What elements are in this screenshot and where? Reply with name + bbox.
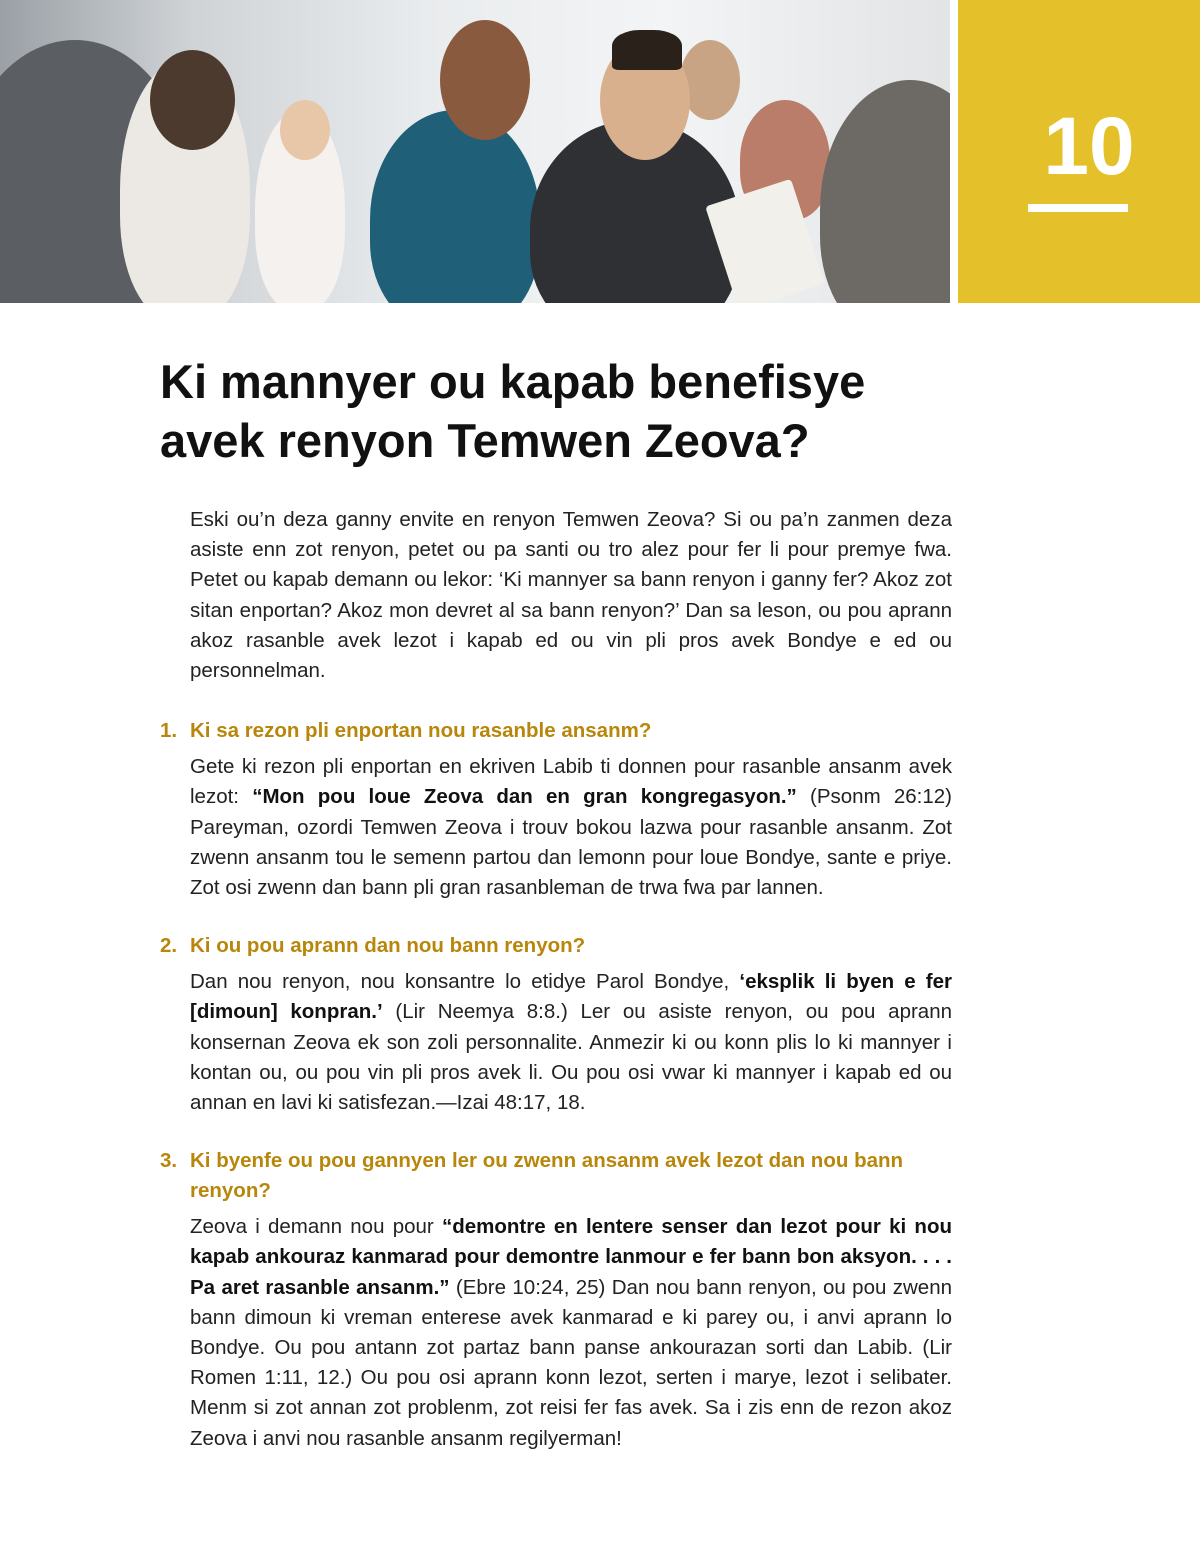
photo-figure — [370, 110, 540, 303]
question-number: 3. — [160, 1149, 178, 1173]
photo-figure — [820, 80, 950, 303]
question-number: 1. — [160, 719, 178, 743]
answer-2 — [190, 967, 952, 1118]
answer-text: Dan nou renyon, nou konsantre lo etidye Parol Bondye, — [190, 970, 740, 994]
chapter-number: 10 — [1043, 101, 1135, 192]
question-text: Ki sa rezon pli enportan nou rasanble ansanm? — [190, 719, 652, 743]
question-text: Ki ou pou aprann dan nou bann renyon? — [190, 934, 586, 958]
photo-figure — [612, 30, 682, 70]
photo-figure — [440, 20, 530, 140]
answer-text: Gete ki rezon pli enportan en ekriven Labib ti donnen pour rasanble ansanm avek lezot: — [190, 755, 952, 809]
question-2 — [160, 931, 952, 961]
scripture-quote: “Mon pou loue Zeova dan en gran kongregasyon.” — [252, 785, 797, 809]
scripture-quote: ‘eksplik li byen e fer [dimoun] konpran.’ — [190, 970, 952, 1024]
chapter-underline — [1028, 204, 1128, 212]
chapter-badge — [958, 0, 1200, 303]
intro-paragraph: Eski ou’n deza ganny envite en renyon Temwen Zeova? Si ou pa’n zanmen deza asiste enn zot renyon, petet ou pa santi ou tro alez pour fer li pour premye fwa. Petet ou kapab demann ou lekor: ‘Ki mannyer sa bann renyon i ganny fer? Akoz zot sitan enportan? Akoz mon devret al sa bann renyon?’ Dan sa leson, ou pou aprann akoz rasanble avek lezot i kapab ed ou vin pli pros avek Bondye e ed ou personnelman. — [190, 508, 952, 683]
answer-text: (Ebre 10:24, 25) Dan nou bann renyon, ou pou zwenn bann dimoun ki vreman enterese avek kanmarad e ki parey ou, i anvi aprann lo Bondye. Ou pou antann zot partaz bann panse ankourazan sorti dan Labib. (Lir Romen 1:11, 12.) Ou pou osi aprann konn lezot, serten i marye, lezot i selibater. Menm si zot annan zot problenm, zot reisi fer fas avek. Sa i zis enn de rezon akoz Zeova i anvi nou rasanble ansanm regilyerman! — [190, 1275, 953, 1450]
answer-text: (Lir Neemya 8:8.) Ler ou asiste renyon, ou pou aprann konsernan Zeova ek son zoli personnalite. Anmezir ki ou konn plis lo ki mannyer i kontan ou, ou pou vin pli pros avek li. Ou pou osi vwar ki mannyer i kapab ed ou annan en lavi ki satisfezan.—Izai 48:17, 18. — [190, 1000, 953, 1115]
scripture-quote: “demontre en lentere senser dan lezot pour ki nou kapab ankouraz kanmarad pour demontre lanmour e fer bann bon aksyon. . . . Pa aret rasanble ansanm.” — [190, 1215, 952, 1299]
question-number: 2. — [160, 934, 178, 958]
question-text: Ki byenfe ou pou gannyen ler ou zwenn ansanm avek lezot dan nou bann renyon? — [190, 1149, 904, 1203]
lesson-title: Ki mannyer ou kapab benefisye avek renyon Temwen Zeova? — [160, 355, 866, 467]
answer-3 — [190, 1212, 952, 1454]
question-3 — [160, 1146, 952, 1206]
photo-figure — [280, 100, 330, 160]
answer-text: (Psonm 26:12) Pareyman, ozordi Temwen Zeova i trouv bokou lazwa pour rasanble ansanm. Zot zwenn ansanm tou le semenn partou dan lemonn pour loue Bondye, sante e priye. Zot osi zwenn dan bann pli gran rasanbleman de trwa fwa par lannen. — [190, 785, 952, 900]
lesson-body — [160, 505, 952, 1454]
answer-1 — [190, 752, 952, 903]
hero-photo — [0, 0, 950, 303]
photo-figure — [150, 50, 235, 150]
question-1 — [160, 716, 952, 746]
answer-text: Zeova i demann nou pour — [190, 1215, 442, 1239]
